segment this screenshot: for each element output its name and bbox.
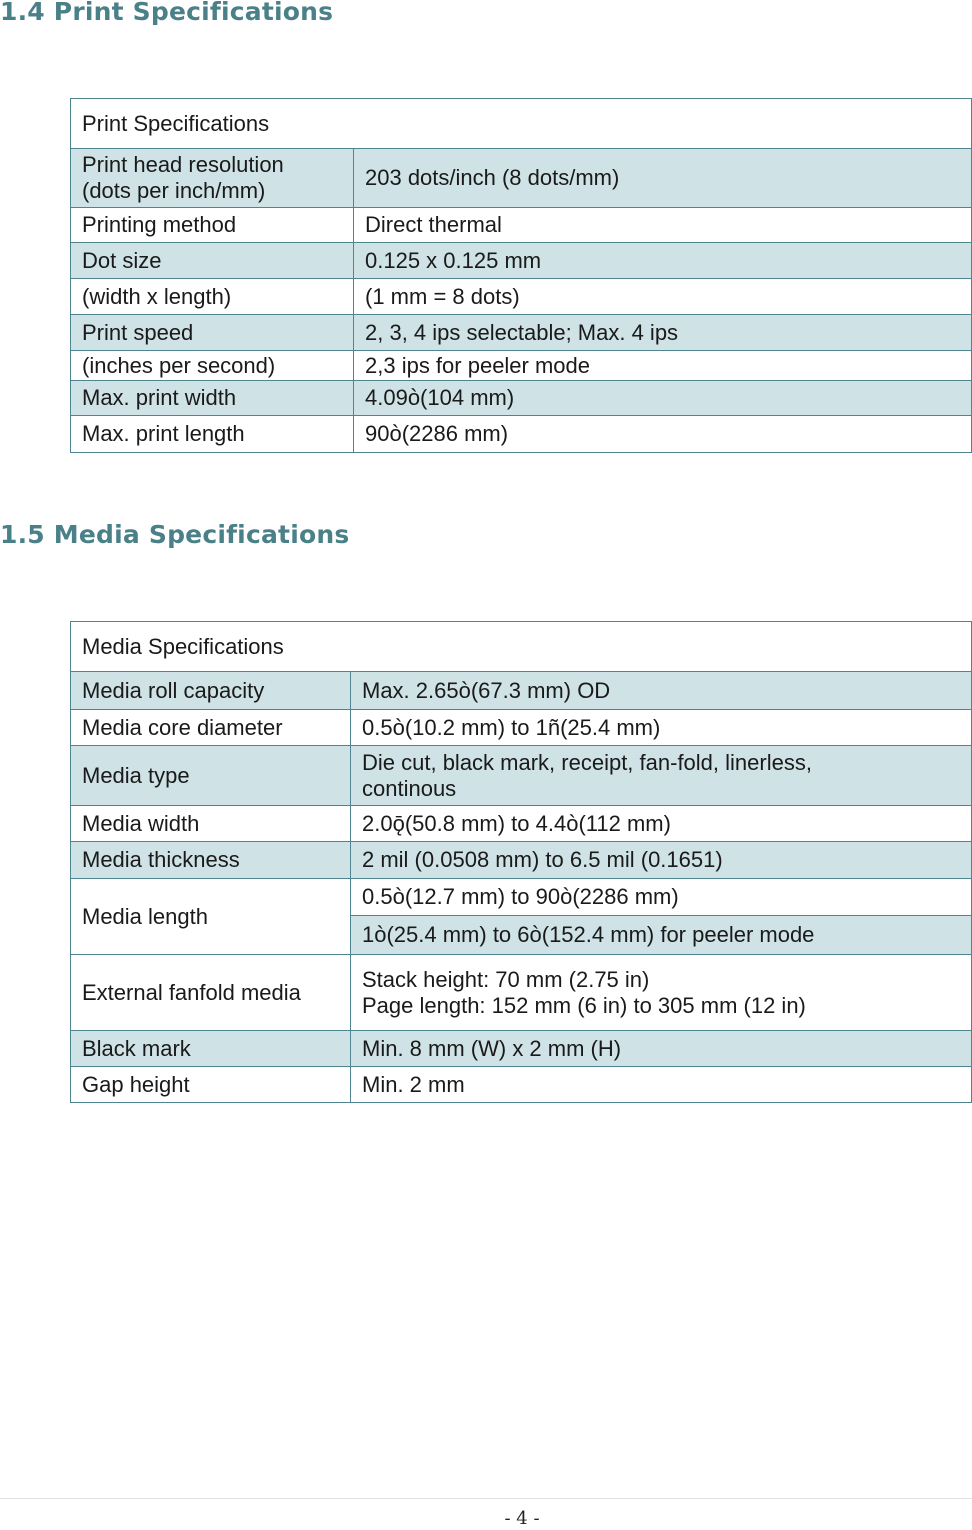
- row-value: 0.125 x 0.125 mm: [354, 243, 972, 279]
- page-number: - 4 -: [504, 1508, 540, 1529]
- table-row: [71, 842, 972, 879]
- table-title-row: [71, 99, 972, 149]
- row-value: 2.0ǭ(50.8 mm) to 4.4ò(112 mm): [351, 806, 972, 842]
- table-row: [71, 315, 972, 351]
- row-label: Dot size: [71, 243, 354, 279]
- row-value: Direct thermal: [354, 208, 972, 243]
- table-row: [71, 416, 972, 453]
- row-value: 4.09ò(104 mm): [354, 381, 972, 416]
- row-label: Print speed: [71, 315, 354, 351]
- row-value: 90ò(2286 mm): [354, 416, 972, 453]
- table-title: Media Specifications: [71, 622, 972, 672]
- table-title: Print Specifications: [71, 99, 972, 149]
- row-value: Min. 2 mm: [351, 1067, 972, 1103]
- row-value: Min. 8 mm (W) x 2 mm (H): [351, 1031, 972, 1067]
- table-row: [71, 879, 972, 916]
- row-label: Max. print length: [71, 416, 354, 453]
- row-label: Printing method: [71, 208, 354, 243]
- table-row: [71, 806, 972, 842]
- row-label: Media width: [71, 806, 351, 842]
- table-row: [71, 243, 972, 279]
- row-value: 2 mil (0.0508 mm) to 6.5 mil (0.1651): [351, 842, 972, 879]
- media-specifications-heading: 1.5 Media Specifications: [0, 520, 350, 549]
- row-label: Media thickness: [71, 842, 351, 879]
- table-row: [71, 351, 972, 381]
- row-value: (1 mm = 8 dots): [354, 279, 972, 315]
- table-row: [71, 955, 972, 1031]
- row-value: 2, 3, 4 ips selectable; Max. 4 ips: [354, 315, 972, 351]
- row-value: 0.5ò(12.7 mm) to 90ò(2286 mm): [351, 879, 972, 916]
- row-value: 1ò(25.4 mm) to 6ò(152.4 mm) for peeler mode: [351, 916, 972, 955]
- row-label: Media type: [71, 746, 351, 806]
- row-value: Max. 2.65ò(67.3 mm) OD: [351, 672, 972, 710]
- table-row: [71, 381, 972, 416]
- row-label: Black mark: [71, 1031, 351, 1067]
- row-value: Stack height: 70 mm (2.75 in) Page length: 152 mm (6 in) to 305 mm (12 in): [351, 955, 972, 1031]
- row-value: 2,3 ips for peeler mode: [354, 351, 972, 381]
- row-label: Media roll capacity: [71, 672, 351, 710]
- row-label: Print head resolution (dots per inch/mm): [71, 149, 354, 208]
- row-value: Die cut, black mark, receipt, fan-fold, linerless, continous: [351, 746, 972, 806]
- footer-divider: [0, 1498, 972, 1499]
- table-row: [71, 149, 972, 208]
- print-specifications-table: [70, 98, 972, 453]
- row-label: Gap height: [71, 1067, 351, 1103]
- row-value: 203 dots/inch (8 dots/mm): [354, 149, 972, 208]
- row-label: Max. print width: [71, 381, 354, 416]
- table-row: [71, 208, 972, 243]
- table-row: [71, 1067, 972, 1103]
- media-specifications-table: [70, 621, 972, 1103]
- print-specifications-heading: 1.4 Print Specifications: [0, 0, 334, 26]
- row-label: Media length: [71, 879, 351, 955]
- table-title-row: [71, 622, 972, 672]
- table-row: [71, 1031, 972, 1067]
- row-label: Media core diameter: [71, 710, 351, 746]
- table-row: [71, 746, 972, 806]
- row-value: 0.5ò(10.2 mm) to 1ñ(25.4 mm): [351, 710, 972, 746]
- table-row: [71, 672, 972, 710]
- row-label: External fanfold media: [71, 955, 351, 1031]
- table-row: [71, 279, 972, 315]
- row-label: (width x length): [71, 279, 354, 315]
- row-label: (inches per second): [71, 351, 354, 381]
- table-row: [71, 710, 972, 746]
